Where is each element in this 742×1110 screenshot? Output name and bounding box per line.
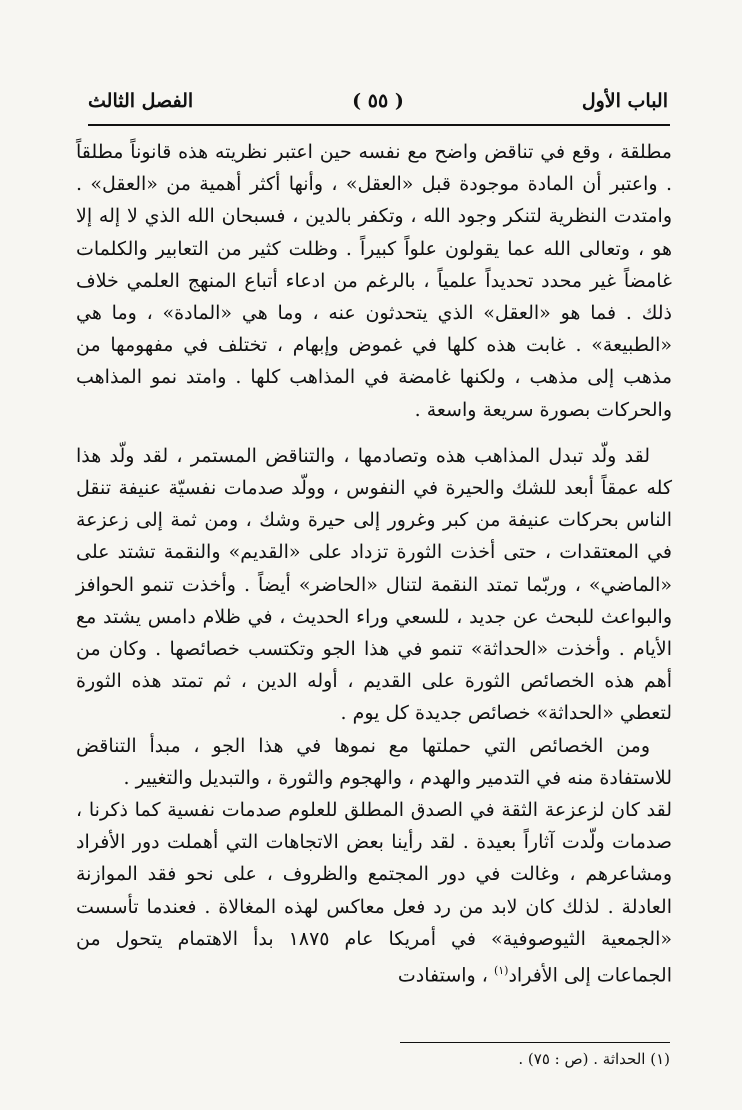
paragraph-4-text: لقد كان لزعزعة الثقة في الصدق المطلق للعلوم صدمات نفسية كما ذكرنا ، صدمات ولّدت آثاراً بعيدة . لقد رأينا بعض الاتجاهات التي أهملت دور الأفراد ومشاعرهم ، وغالت في دور المجتمع والظروف ، على نحو فقد الموازنة العادلة . لذلك كان لابد من رد فعل معاكس لهذه المغالاة . فعندما تأسست «الجمعية الثيوصوفية» في أمريكا عام ١٨٧٥ بدأ الاهتمام يتحول من الجماعات إلى الأفراد — [76, 799, 672, 987]
header-rule — [88, 124, 670, 126]
section-title: الفصل الثالث — [88, 90, 194, 112]
page-header — [88, 90, 668, 120]
chapter-title: الباب الأول — [581, 90, 668, 112]
main-text — [76, 136, 672, 992]
footnote-rule — [400, 1042, 670, 1043]
paragraph-2: لقد ولّد تبدل المذاهب هذه وتصادمها ، والتناقض المستمر ، لقد ولّد هذا كله عمقاً أبعد للشك والحيرة في النفوس ، وولّد صدمات نفسيّة عنيفة تنقل الناس بحركات عنيفة من كبر وغرور إلى حيرة وشك ، ومن ثمة إلى زعزعة في المعتقدات ، حتى أخذت الثورة تزداد على «القديم» والنقمة تشتد على «الماضي» ، وربّما تمتد النقمة لتنال «الحاضر» أيضاً . وأخذت تنمو الحوافز والبواعث للبحث عن جديد ، للسعي وراء الحديث ، في ظلام دامس يشتد مع الأيام . وأخذت «الحداثة» تنمو في هذا الجو وتكتسب خصائصها . وكان من أهم هذه الخصائص الثورة على القديم ، أوله الدين ، ثم تمتد هذه الثورة لتعطي «الحداثة» خصائص جديدة كل يوم . — [76, 444, 672, 725]
paragraph-4-tail: ، واستفادت — [397, 964, 488, 987]
footnote: (١) الحداثة . (ص : ٧٥) . — [518, 1050, 670, 1068]
page-number: ( ٥٥ ) — [352, 90, 404, 112]
paragraph-4 — [76, 794, 672, 992]
paragraph-1: مطلقة ، وقع في تناقض واضح مع نفسه حين اعتبر نظريته هذه قانوناً مطلقاً . واعتبر أن المادة موجودة قبل «العقل» ، وأنها أكثر أهمية من «العقل» . وامتدت النظرية لتنكر وجود الله ، وتكفر بالدين ، فسبحان الله الذي لا إله إلا هو ، وتعالى الله عما يقولون علواً كبيراً . وظلت كثير من التعابير والكلمات غامضاً غير محدد تحديداً علمياً ، بالرغم من ادعاء أتباع المنهج العلمي خلاف ذلك . فما هو «العقل» الذي يتحدثون عنه ، وما هي «المادة» ، وما هي «الطبيعة» . غابت هذه كلها في غموض وإبهام ، تختلف في مفهومها من مذهب إلى مذهب ، ولكنها غامضة في المذاهب كلها . وامتد نمو المذاهب والحركات بصورة سريعة واسعة . — [76, 141, 672, 421]
paragraph-3: ومن الخصائص التي حملتها مع نموها في هذا الجو ، مبدأ التناقض للاستفادة منه في التدمير والهدم ، والهجوم والثورة ، والتبديل والتغيير . — [76, 734, 672, 789]
footnote-marker: (١) — [493, 964, 509, 978]
